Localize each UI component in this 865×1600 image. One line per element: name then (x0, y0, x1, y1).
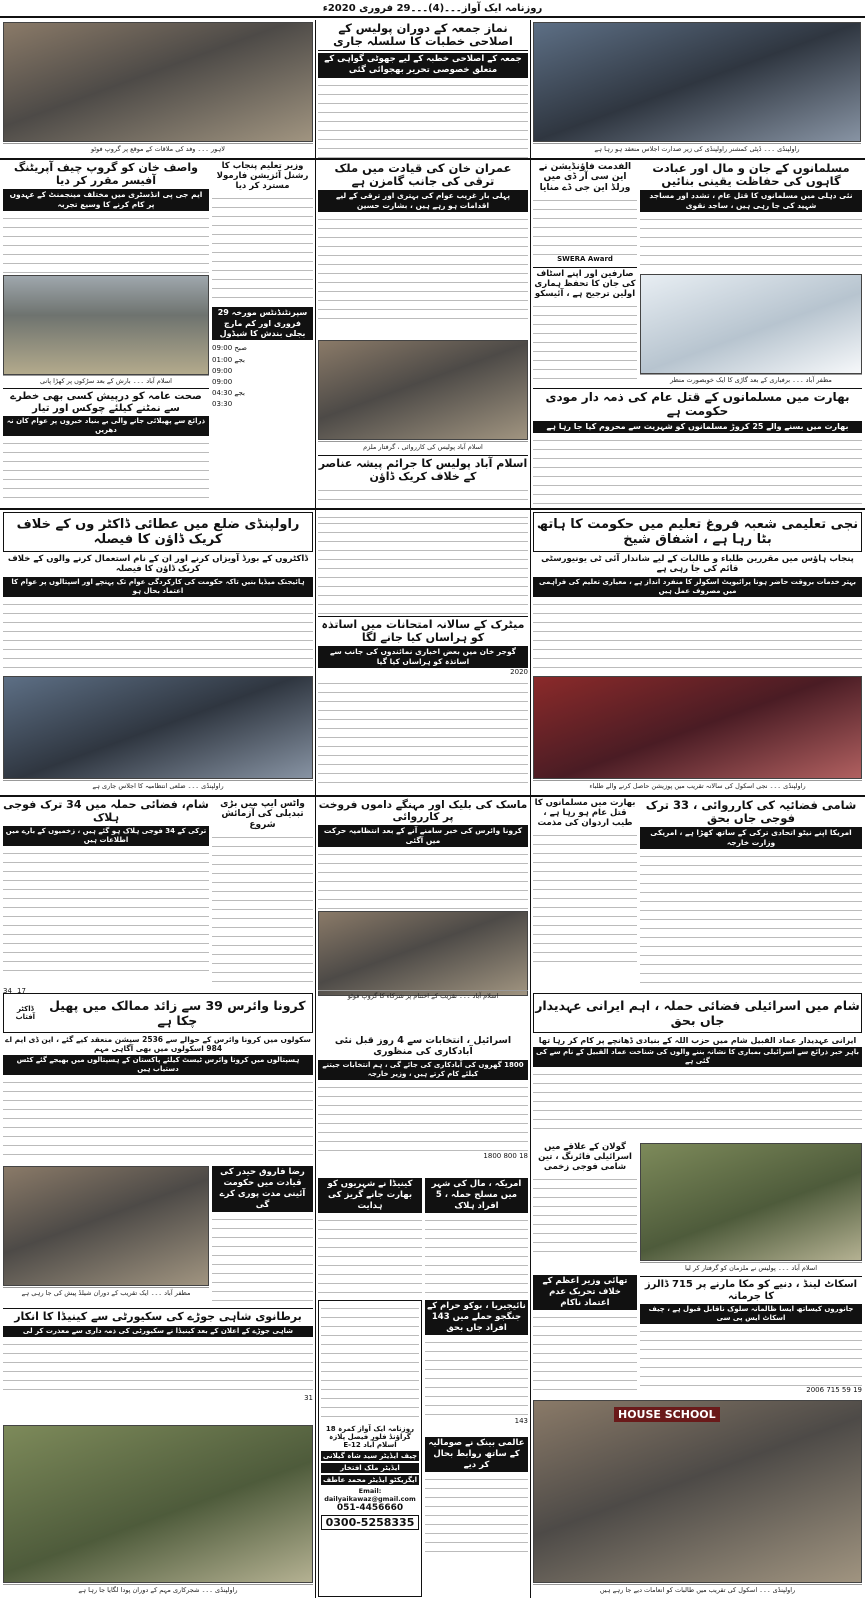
article-body (212, 832, 313, 982)
article-crackdown (318, 455, 528, 515)
swera-award: SWERA Award (557, 255, 613, 264)
photo-caption: راولپنڈی ۔۔۔ اسکول کی تقریب میں طالبات کو انعامات دیے جا رہے ہیں (533, 1584, 862, 1598)
box-world-bank (425, 1437, 528, 1597)
schedule-time: 03:30 (212, 400, 233, 409)
article-body (640, 1326, 862, 1386)
headline: وزیر تعلیم پنجاب کا رشنل آئزیشن فارمولا مسترد کر دیا (216, 161, 309, 191)
editor-label: ایڈیٹر (380, 1464, 400, 1472)
article-turkish-soldiers (640, 799, 862, 989)
subheadline: ایرانی عہدیدار عماد القبیل شام میں حزب اللہ کے بنیادی ڈھانچے پر کام کر رہا تھا (538, 1036, 857, 1045)
banner-private-education: نجی تعلیمی شعبہ فروغ تعلیم میں حکومت کا ہاتھ بٹا رہا ہے ، اشفاق شیخ (533, 512, 862, 552)
article-body (533, 1069, 862, 1134)
article-body (318, 849, 528, 909)
subheadline-bar: پہلی بار غریب عوام کی بہتری اور ترقی کے لیے اقدامات ہو رہے ہیں ، بشارت حسین (318, 190, 528, 212)
article-scotland (640, 1276, 862, 1396)
article-body (318, 1215, 422, 1295)
year-number: 2020 (510, 667, 528, 676)
article-body (425, 1215, 528, 1295)
article-body (318, 1082, 528, 1152)
photo-caption: اسلام آباد ۔۔۔ بارش کے بعد سڑکوں پر کھڑا پانی (3, 375, 209, 385)
manager-label: ایگزیکٹو ایڈیٹر (368, 1476, 418, 1484)
box-canada-advisory (318, 1178, 422, 1298)
schedule-time: صبح 09:00 (212, 344, 247, 353)
article-body (3, 213, 209, 273)
article-body (425, 1474, 528, 1554)
box-headline: امریکہ ، مال کی شہر میں مسلح حملہ ، 5 افراد ہلاک (425, 1178, 528, 1213)
article-education-formula (212, 162, 313, 502)
article-matric-exams (318, 518, 528, 790)
photo-caption: مظفر آباد ۔۔۔ برفباری کے بعد گاڑی کا ایک خوبصورت منظر (640, 374, 862, 384)
article-body (533, 1174, 637, 1254)
article-erdogan (533, 799, 637, 989)
photo-group (3, 22, 313, 142)
article-body (533, 301, 637, 381)
photo-shield-ceremony (3, 1166, 209, 1286)
article-body (533, 1312, 637, 1392)
photo-caption: اسلام آباد ۔۔۔ تقریب کے اختتام پر شرکاء کا گروپ فوٹو (318, 990, 528, 1002)
headline: نماز جمعہ کے دوران پولیس کے اصلاحی خطبات کا سلسلہ جاری (318, 22, 528, 51)
article-imran-khan (318, 162, 528, 342)
photo-district-meeting (3, 676, 313, 779)
article-quack-doctors (3, 555, 313, 675)
headline: بھارت میں مسلمانوں کا قتل عام ہو رہا ہے ، طیب اردوان کی مذمت (534, 798, 636, 828)
banner-author: ڈاکٹر آفتاب (15, 1005, 36, 1021)
headline: شام، فضائی حملہ میں 34 ترک فوجی ہلاک (3, 798, 209, 824)
box-headline: تھائی وزیر اعظم کے خلاف تحریک عدم اعتماد ناکام (533, 1275, 637, 1310)
photo-caption: اسلام آباد ۔۔۔ پولیس نے ملزمان کو گرفتار کر لیا (640, 1262, 862, 1274)
photo-street (3, 275, 209, 375)
article-body (533, 830, 637, 970)
imprint-box (318, 1300, 422, 1597)
article-modi-government (533, 388, 862, 506)
schedule-time: 09:00 (212, 378, 233, 387)
manager-row (321, 1475, 419, 1485)
number-17: 17 (17, 987, 26, 996)
photo-arrest (318, 340, 528, 440)
headline: عمران خان کی قیادت میں ملک ترقی کی جانب گامزن ہے (334, 161, 512, 189)
banner-corona-text: کرونا وائرس 39 سے زائد ممالک میں پھیل چکا ہے (49, 998, 306, 1028)
subheadline-bar: بھارت میں بسنے والے 25 کروڑ مسلمانوں کو شہریت سے محروم کیا جا رہا ہے (533, 421, 862, 433)
photo-caption: راولپنڈی ۔۔۔ شجرکاری مہم کے دوران پودا لگایا جا رہا ہے (3, 1584, 313, 1598)
photo-snow (640, 274, 862, 374)
article-body (212, 1214, 313, 1304)
imprint-title: روزنامہ ایک آواز کمرہ 18 گراؤنڈ فلور فیصل پلازہ (325, 1425, 415, 1441)
subheadline-bar: ایم جی پی انڈسٹری میں مختلف مینجمنٹ کے عہدوں پر کام کرنے کا وسیع تجربہ (3, 189, 209, 211)
schedule-time: 09:00 (212, 366, 233, 375)
subheadline-bar: شاہی جوڑے کے اعلان کے بعد کینیڈا نے سکیورٹی کی ذمہ داری سے معذرت کر لی (3, 1326, 313, 1337)
article-royal-couple (3, 1308, 313, 1418)
subheadline-bar: جمعہ کے اصلاحی خطبہ کے لیے جھوٹی گواہی کے متعلق خصوصی تحریر بھجوائی گئی (318, 53, 528, 77)
headline: صارفین اور اپنے اسٹاف کی جان کا تحفظ ہماری اولین ترجیح ہے ، آئیسکو (534, 269, 636, 299)
figure: 800 (503, 1152, 517, 1161)
chief-editor-label: چیف ایڈیٹر (379, 1452, 418, 1460)
headline: اسرائیل ، انتخابات سے 4 روز قبل نئی آبادکاری کی منظوری (334, 1035, 512, 1057)
article-israel-settlement (318, 1036, 528, 1176)
subheadline-bar: سپرنٹنڈنٹس مورخہ 29 فروری اور کم مارچ بجلی بندش کا شیڈول (212, 307, 313, 340)
photo-caption: راولپنڈی ۔۔۔ ضلعی انتظامیہ کا اجلاس جاری ہے (3, 780, 313, 792)
article-body (640, 214, 862, 272)
phone-2: 0300-5258335 (321, 1515, 419, 1530)
photo-caption: راولپنڈی ۔۔۔ نجی اسکول کی سالانہ تقریب میں پوزیشن حاصل کرنے والے طلباء (533, 780, 862, 792)
article-syria-attack (3, 798, 209, 996)
chief-editor-row (321, 1451, 419, 1461)
article-masks (318, 799, 528, 989)
article-iranian-official (533, 1036, 862, 1141)
box-headline: نائیجیریا ، بوکو حرام کے جنگجو حملے میں 143 افراد جاں بحق (425, 1300, 528, 1335)
article-body (533, 435, 862, 505)
figure: 59 (841, 1386, 851, 1395)
article-body (533, 195, 637, 255)
headline: بھارت میں مسلمانوں کے قتل عام کی ذمہ دار مودی حکومت ہے (533, 388, 862, 419)
photo-caption: اسلام آباد پولیس کی کارروائی ، گرفتار ملزم (318, 441, 528, 452)
chief-editor-name: سید شاہ گیلانی (322, 1452, 378, 1460)
article-whatsapp (212, 799, 313, 989)
article-body (318, 80, 528, 160)
article-body (321, 1303, 419, 1423)
subheadline-bar: کرونا وائرس کی خبر سامنے آنے کے بعد انتظامیہ حرکت میں آگئی (318, 825, 528, 847)
photo-school-ceremony (533, 676, 862, 779)
box-headline: عالمی بینک نے صومالیہ کے ساتھ روابط بحال کر دیے (425, 1437, 528, 1472)
figure: 2006 (806, 1386, 825, 1395)
phone-1: 051-4456660 (336, 1503, 404, 1513)
figure-31: 31 (304, 1393, 313, 1402)
headline: الفدمت فاؤنڈیشن نے این سی آر ڈی میں ورلڈ این جی ڈے منایا (538, 162, 632, 193)
figure: 1800 (483, 1152, 502, 1161)
editor-name: ملک افتخار (340, 1464, 379, 1472)
headline: شامی فضائیہ کی کارروائی ، 33 ترک فوجی جاں بحق (645, 798, 857, 826)
box-headline: کینیڈا نے شہریوں کو بھارت جانے گریز کی ہدایت (318, 1178, 422, 1213)
box-thai-pm (533, 1275, 637, 1395)
article-private-schools (533, 555, 862, 675)
article-alkhidmat (533, 162, 637, 384)
headline: اسکاٹ لینڈ ، دنیے کو مکا مارنے پر 715 ڈالرز کا جرمانہ (640, 1276, 862, 1302)
column-rule (315, 20, 316, 1598)
photo-caption: لاہور ۔۔۔ وفد کی ملاقات کے موقع پر گروپ فوٹو (3, 143, 313, 155)
section-rule (0, 508, 865, 510)
article-body (3, 848, 209, 978)
school-sign: HOUSE SCHOOL (614, 1407, 720, 1422)
banner-quack-doctors: راولپنڈی ضلع میں عطائی ڈاکٹر وں کے خلاف کریک ڈاؤن کا فیصلہ (3, 512, 313, 552)
banner-israeli-attack: شام میں اسرائیلی فضائی حملہ ، اہم ایرانی عہدیدار جاں بحق (533, 993, 862, 1033)
box-us-mall-attack (425, 1178, 528, 1298)
article-body (640, 851, 862, 991)
subheadline-bar: 1800 گھروں کی آبادکاری کی جائے گی ، ہم انتخابات جیتنے کیلئے کام کرتے ہیں ، وزیر خارجہ (318, 1060, 528, 1080)
schedule-time: 04:30 بجے (212, 389, 245, 398)
article-muslims-protection (640, 162, 862, 384)
subheadline: سکولوں میں کرونا وائرس کے حوالے سے 2536 سیشن منعقد کیے گئے ، این ڈی ایم اے 984 اسکولوں میں بھی آگاہی مہم (5, 1035, 311, 1053)
photo-tree-plantation (3, 1425, 313, 1583)
figure: 19 (853, 1386, 862, 1395)
headline: ماسک کی بلیک اور مہنگے داموں فروخت پر کارروائی (318, 799, 528, 824)
subheadline: پنجاب ہاؤس میں مقررین طلباء و طالبات کے لیے شاندار آئی ٹی یونیورسٹی قائم کی جا رہی ہے (541, 554, 854, 574)
headline: میٹرک کے سالانہ امتحانات میں اساتذہ کو ہراساں کیا جانے لگا (318, 616, 528, 644)
article-body (3, 1339, 313, 1394)
article-body (318, 518, 528, 616)
photo-group-event (318, 911, 528, 996)
photo-meeting (533, 22, 861, 142)
masthead-text: روزنامہ ایک آواز۔۔۔(4)۔۔۔29 فروری 2020ء (322, 3, 543, 14)
article-body (425, 1337, 528, 1417)
figure: 18 (519, 1152, 528, 1161)
article-body (318, 678, 528, 788)
article-body (318, 214, 528, 324)
article-body (533, 599, 862, 677)
subheadline-bar: ہائیجنک میڈیا بنیں تاکہ حکومت کی کارکردگی عوام تک پہنچے اور اسپتالوں پر عوام کا اعتماد بحال ہو (3, 577, 313, 597)
headline: مسلمانوں کے جان و مال اور عبادت گاہوں کی حفاظت یقینی بنائیں (652, 161, 850, 189)
number-34: 34 (3, 987, 12, 996)
headline: اسلام آباد پولیس کا جرائم پیشہ عناصر کے خلاف کریک ڈاؤن (318, 457, 528, 483)
banner-corona (3, 993, 313, 1033)
headline: واصف خان کو گروپ چیف آپریٹنگ آفیسر مقرر کر دیا (14, 161, 198, 187)
section-rule (0, 795, 865, 797)
figure-143: 143 (514, 1417, 528, 1426)
subheadline-bar: بہتر خدمات بروقت حاضر ہونا پرائیویٹ اسکولز کا منفرد انداز ہے ، معیاری تعلیم کی فراہمی میں مصروف عمل ہیں (533, 577, 862, 597)
column-rule (530, 20, 531, 1598)
article-corona (3, 1036, 313, 1164)
subheadline-bar: نئی دہلی میں مسلمانوں کا قتل عام ، تشدد اور مساجد شہید کی جا رہی ہیں ، ساجد نقوی (640, 190, 862, 212)
headline: صحت عامہ کو درپیش کسی بھی خطرے سے نمٹنے کیلئے چوکس اور تیار (3, 388, 209, 414)
subheadline-bar: جانوروں کیساتھ ایسا ظالمانہ سلوک ناقابل قبول ہے ، چیف اسکاٹ ایس پی سی (640, 1304, 862, 1324)
manager-name: محمد عاطف (322, 1476, 366, 1484)
headline: برطانوی شاہی جوڑے کی سکیورٹی سے کینیڈا کا انکار (3, 1308, 313, 1324)
schedule-list (212, 343, 313, 410)
article-public-health (3, 388, 209, 503)
article-body (3, 438, 209, 498)
subheadline-bar: ترکی کے 34 فوجی ہلاک ہو گئے ہیں ، زخمیوں کے بارے میں اطلاعات ہیں (3, 826, 209, 846)
box-headline: گولان کے علاقے میں اسرائیلی فائرنگ ، تین شامی فوجی زخمی (538, 1142, 632, 1172)
subheadline-bar: امریکا اپنے نیٹو اتحادی ترکی کے ساتھ کھڑا ہے ، امریکی وزارت خارجہ (640, 827, 862, 849)
subheadline-bar: باہر خبر ذرائع سے اسرائیلی بمباری کا نشانہ بننے والوں کی شناخت عماد القبیل کے نام سے کی گئی ہے (533, 1047, 862, 1067)
figure: 715 (826, 1386, 840, 1395)
article-top-center (318, 22, 528, 158)
box-golan (533, 1143, 637, 1273)
photo-police-arrest (640, 1143, 862, 1261)
photo-caption: راولپنڈی ۔۔۔ ڈپٹی کمشنر راولپنڈی کی زیر صدارت اجلاس منعقد ہو رہا ہے (533, 143, 861, 155)
headline: واٹس ایپ میں بڑی تبدیلی کی آزمائش شروع (220, 799, 305, 830)
schedule-time: 01:00 بجے (212, 355, 245, 364)
box-nigeria (425, 1300, 528, 1435)
article-body (212, 193, 313, 303)
imprint-address: E-12 اسلام آباد (343, 1441, 397, 1449)
subheadline-bar: ذرائع سے پھیلائی جانے والی بے بنیاد خبروں پر عوام کان نہ دھریں (3, 416, 209, 436)
box-headline: رضا فاروق حیدر کی قیادت میں حکومت آئینی مدت پوری کرے گی (212, 1166, 313, 1212)
photo-school-award (533, 1400, 862, 1583)
subheadline-bar: ہسپتالوں میں کرونا وائرس ٹیسٹ کیلئے پاکستان کے ہسپتالوں میں بھیجے گئے کٹس دستیاب ہیں (3, 1055, 313, 1075)
article-farooq-haider (212, 1166, 313, 1306)
photo-caption: مظفر آباد ۔۔۔ ایک تقریب کے دوران شیلڈ پیش کی جا رہی ہے (3, 1287, 209, 1299)
article-body (3, 1077, 313, 1162)
email: Email: dailyaikawaz@gmail.com (324, 1487, 416, 1503)
section-rule (0, 158, 865, 160)
article-wasif-khan (3, 162, 209, 387)
article-body (3, 599, 313, 677)
figures (318, 1152, 528, 1160)
subheadline: ڈاکٹروں کے بورڈ آویزاں کرنے اور ان کے نام استعمال کرنے والوں کے خلاف کریک ڈاؤن کا فیصلہ (7, 554, 309, 574)
figures (640, 1386, 862, 1394)
subheadline-bar: گوجر خان میں بعض اخباری نمائندوں کی جانب سے اساتذہ کو ہراساں کیا گیا (318, 646, 528, 668)
masthead (0, 0, 865, 18)
editor-row (321, 1463, 419, 1473)
